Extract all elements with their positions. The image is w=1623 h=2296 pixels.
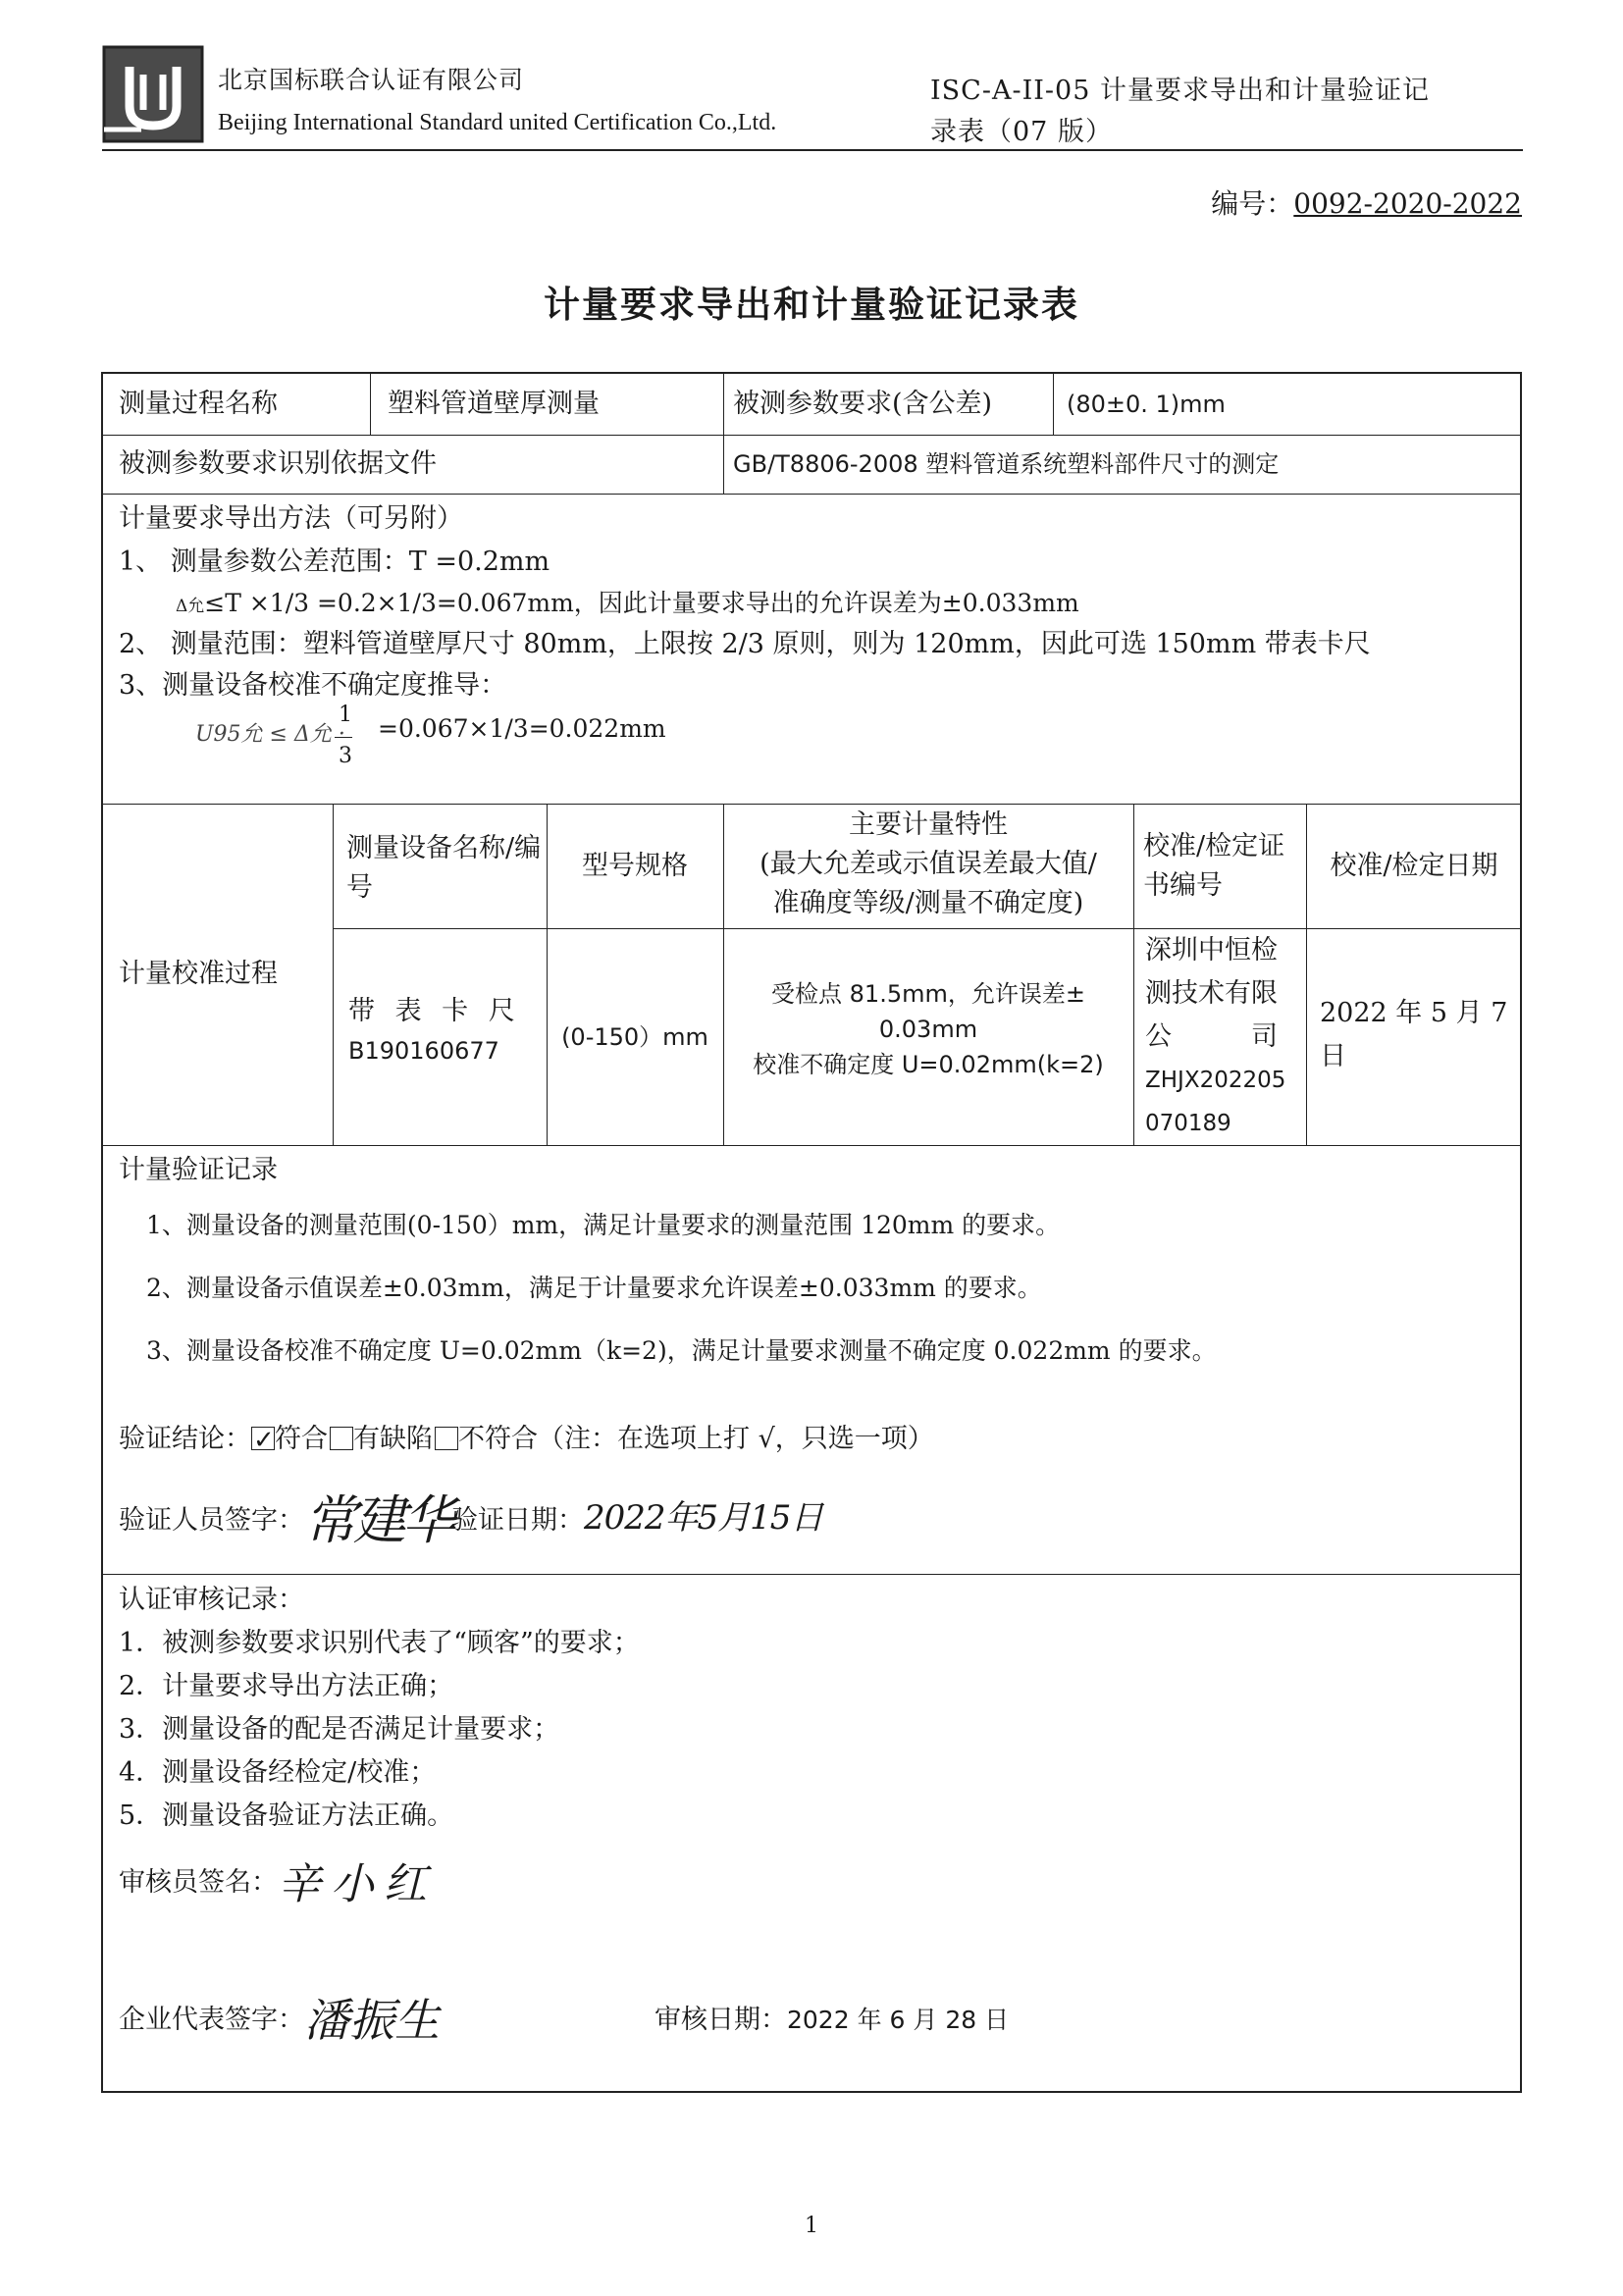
audit-items [119,1622,640,1838]
derivation-line1: 1、 测量参数公差范围：T =0.2mm [119,547,550,577]
header-divider [102,149,1523,151]
conform-checkbox[interactable] [251,1426,275,1455]
audit-date-label: 审核日期： [654,2005,787,2035]
audit-item: 4．测量设备经检定/校准； [119,1757,437,1788]
verifier-signature: 常建华 [304,1489,451,1551]
conform-option-label: 符合 [275,1424,328,1454]
nonconform-checkbox[interactable] [435,1427,458,1450]
rep-signature: 潘振生 [304,1994,440,2047]
device-cert [1145,929,1302,1145]
formula-rhs: =0.067×1/3=0.022mm [378,714,666,743]
device-cert-line4: ZHJX202205 [1145,1068,1286,1093]
formula-lhs: U95允 ≤ Δ允 · [195,722,345,747]
device-feature-line3: 校准不确定度 U=0.02mm(k=2) [753,1051,1104,1078]
device-name [348,992,539,1070]
company-name-cn: 北京国标联合认证有限公司 [218,66,525,94]
verification-item2: 2、测量设备示值误差±0.03mm，满足于计量要求允许误差±0.033mm 的要求。 [146,1274,1042,1302]
nonconform-option-label: 不符合（注：在选项上打 √，只选一项） [458,1424,934,1454]
verifier-label: 验证人员签字： [119,1505,304,1536]
document-code [930,71,1460,153]
device-feature-line1: 受检点 81.5mm，允许误差± [771,980,1085,1008]
device-name-line1: 带 表 卡 尺 [348,996,521,1026]
rule [333,804,334,1145]
auditor-signature-row [119,1859,437,1909]
formula-numerator: 1 [339,703,352,727]
device-feature-line2: 0.03mm [878,1016,978,1043]
audit-date-value: 2022 年 6 月 28 日 [787,2006,1010,2034]
process-name-value: 塑料管道壁厚测量 [388,389,600,419]
defect-option-label: 有缺陷 [353,1424,433,1454]
device-cert-line2: 测技术有限 [1145,978,1278,1009]
auditor-signature: 辛小红 [278,1859,437,1909]
verify-date-handwritten: 2022年5月15日 [584,1498,823,1538]
audit-date-row [654,1999,1009,2042]
audit-item: 5．测量设备验证方法正确。 [119,1800,454,1831]
device-model: (0-150）mm [561,1023,708,1051]
col-header-cert: 校准/检定证书编号 [1143,831,1285,901]
serial-value: 0092-2020-2022 [1293,187,1522,220]
derivation-heading: 计量要求导出方法（可另附） [119,503,463,534]
verification-heading: 计量验证记录 [119,1155,278,1185]
verification-conclusion [119,1418,934,1461]
rule [103,435,1522,436]
col-header-feature [723,806,1133,923]
serial-label: 编号： [1211,187,1294,220]
record-form [101,372,1522,2093]
defect-checkbox[interactable] [330,1427,353,1450]
rule [333,928,1522,929]
derivation-line1b-text: ≤T ×1/3 =0.2×1/3=0.067mm，因此计量要求导出的允许误差为±0.033mm [204,589,1079,617]
rule [723,374,724,494]
col-header-date: 校准/检定日期 [1330,851,1498,881]
col-header-feature-line2: (最大允差或示值误差最大值/ [759,849,1097,879]
param-requirement-label: 被测参数要求(含公差) [733,389,993,419]
verification-item1: 1、测量设备的测量范围(0-150）mm，满足计量要求的测量范围 120mm 的要求。 [146,1211,1061,1239]
audit-item: 3．测量设备的配是否满足计量要求； [119,1714,560,1745]
col-header-feature-line1: 主要计量特性 [849,809,1008,840]
rule [1053,374,1054,435]
rule [103,1145,1522,1146]
serial-number [1211,183,1522,222]
formula-denominator: 3 [339,744,352,768]
rule [103,1574,1522,1575]
derivation-line3: 3、测量设备校准不确定度推导： [119,670,507,701]
basis-doc-label: 被测参数要求识别依据文件 [119,448,437,479]
document-code-line1: ISC-A-II-05 计量要求导出和计量验证记 [930,76,1430,106]
page-title: 计量要求导出和计量验证记录表 [544,283,1079,326]
col-header-feature-line3: 准确度等级/测量不确定度) [772,888,1084,918]
auditor-label: 审核员签名： [119,1867,278,1898]
calibration-section-label: 计量校准过程 [119,959,278,989]
page-number: 1 [805,2214,818,2238]
verify-date-label: 验证日期： [451,1505,584,1536]
col-header-device-name: 测量设备名称/编号 [346,833,542,903]
basis-doc-value: GB/T8806-2008 塑料管道系统塑料部件尺寸的测定 [733,450,1280,478]
rule [1133,804,1134,1145]
process-name-label: 测量过程名称 [119,389,278,419]
verifier-signature-row [119,1489,823,1551]
audit-item: 2．计量要求导出方法正确； [119,1671,454,1701]
audit-item: 1．被测参数要求识别代表了“顾客”的要求； [119,1628,640,1658]
device-number: B190160677 [348,1037,499,1065]
document-code-line2: 录表（07 版） [930,117,1113,147]
verification-item3: 3、测量设备校准不确定度 U=0.02mm（k=2)，满足计量要求测量不确定度 0.022mm 的要求。 [146,1336,1217,1365]
rep-signature-row [119,1994,440,2047]
check-mark-icon: ✓ [253,1426,275,1455]
company-name-en: Beijing International Standard united Certification Co.,Ltd. [218,110,777,135]
device-cert-line5: 070189 [1145,1111,1231,1136]
device-feature [731,976,1126,1082]
conclusion-label: 验证结论： [119,1424,251,1454]
delta-allow-symbol: Δ允 [176,597,205,616]
audit-heading: 认证审核记录： [119,1585,304,1615]
derivation-line2: 2、 测量范围：塑料管道壁厚尺寸 80mm，上限按 2/3 原则，则为 120mm，因此可选 150mm 带表卡尺 [119,629,1371,659]
device-cert-line1: 深圳中恒检 [1145,935,1278,965]
rep-label: 企业代表签字： [119,2005,304,2035]
col-header-model: 型号规格 [582,851,688,881]
device-cal-date: 2022 年 5 月 7 日 [1320,998,1508,1071]
rule [370,374,371,435]
rule [103,494,1522,495]
param-requirement-value: (80±0. 1)mm [1067,391,1226,418]
company-logo [102,45,204,143]
device-cert-line3: 公 司 [1145,1021,1278,1052]
rule [103,804,1522,805]
derivation-line1b [176,582,1079,628]
